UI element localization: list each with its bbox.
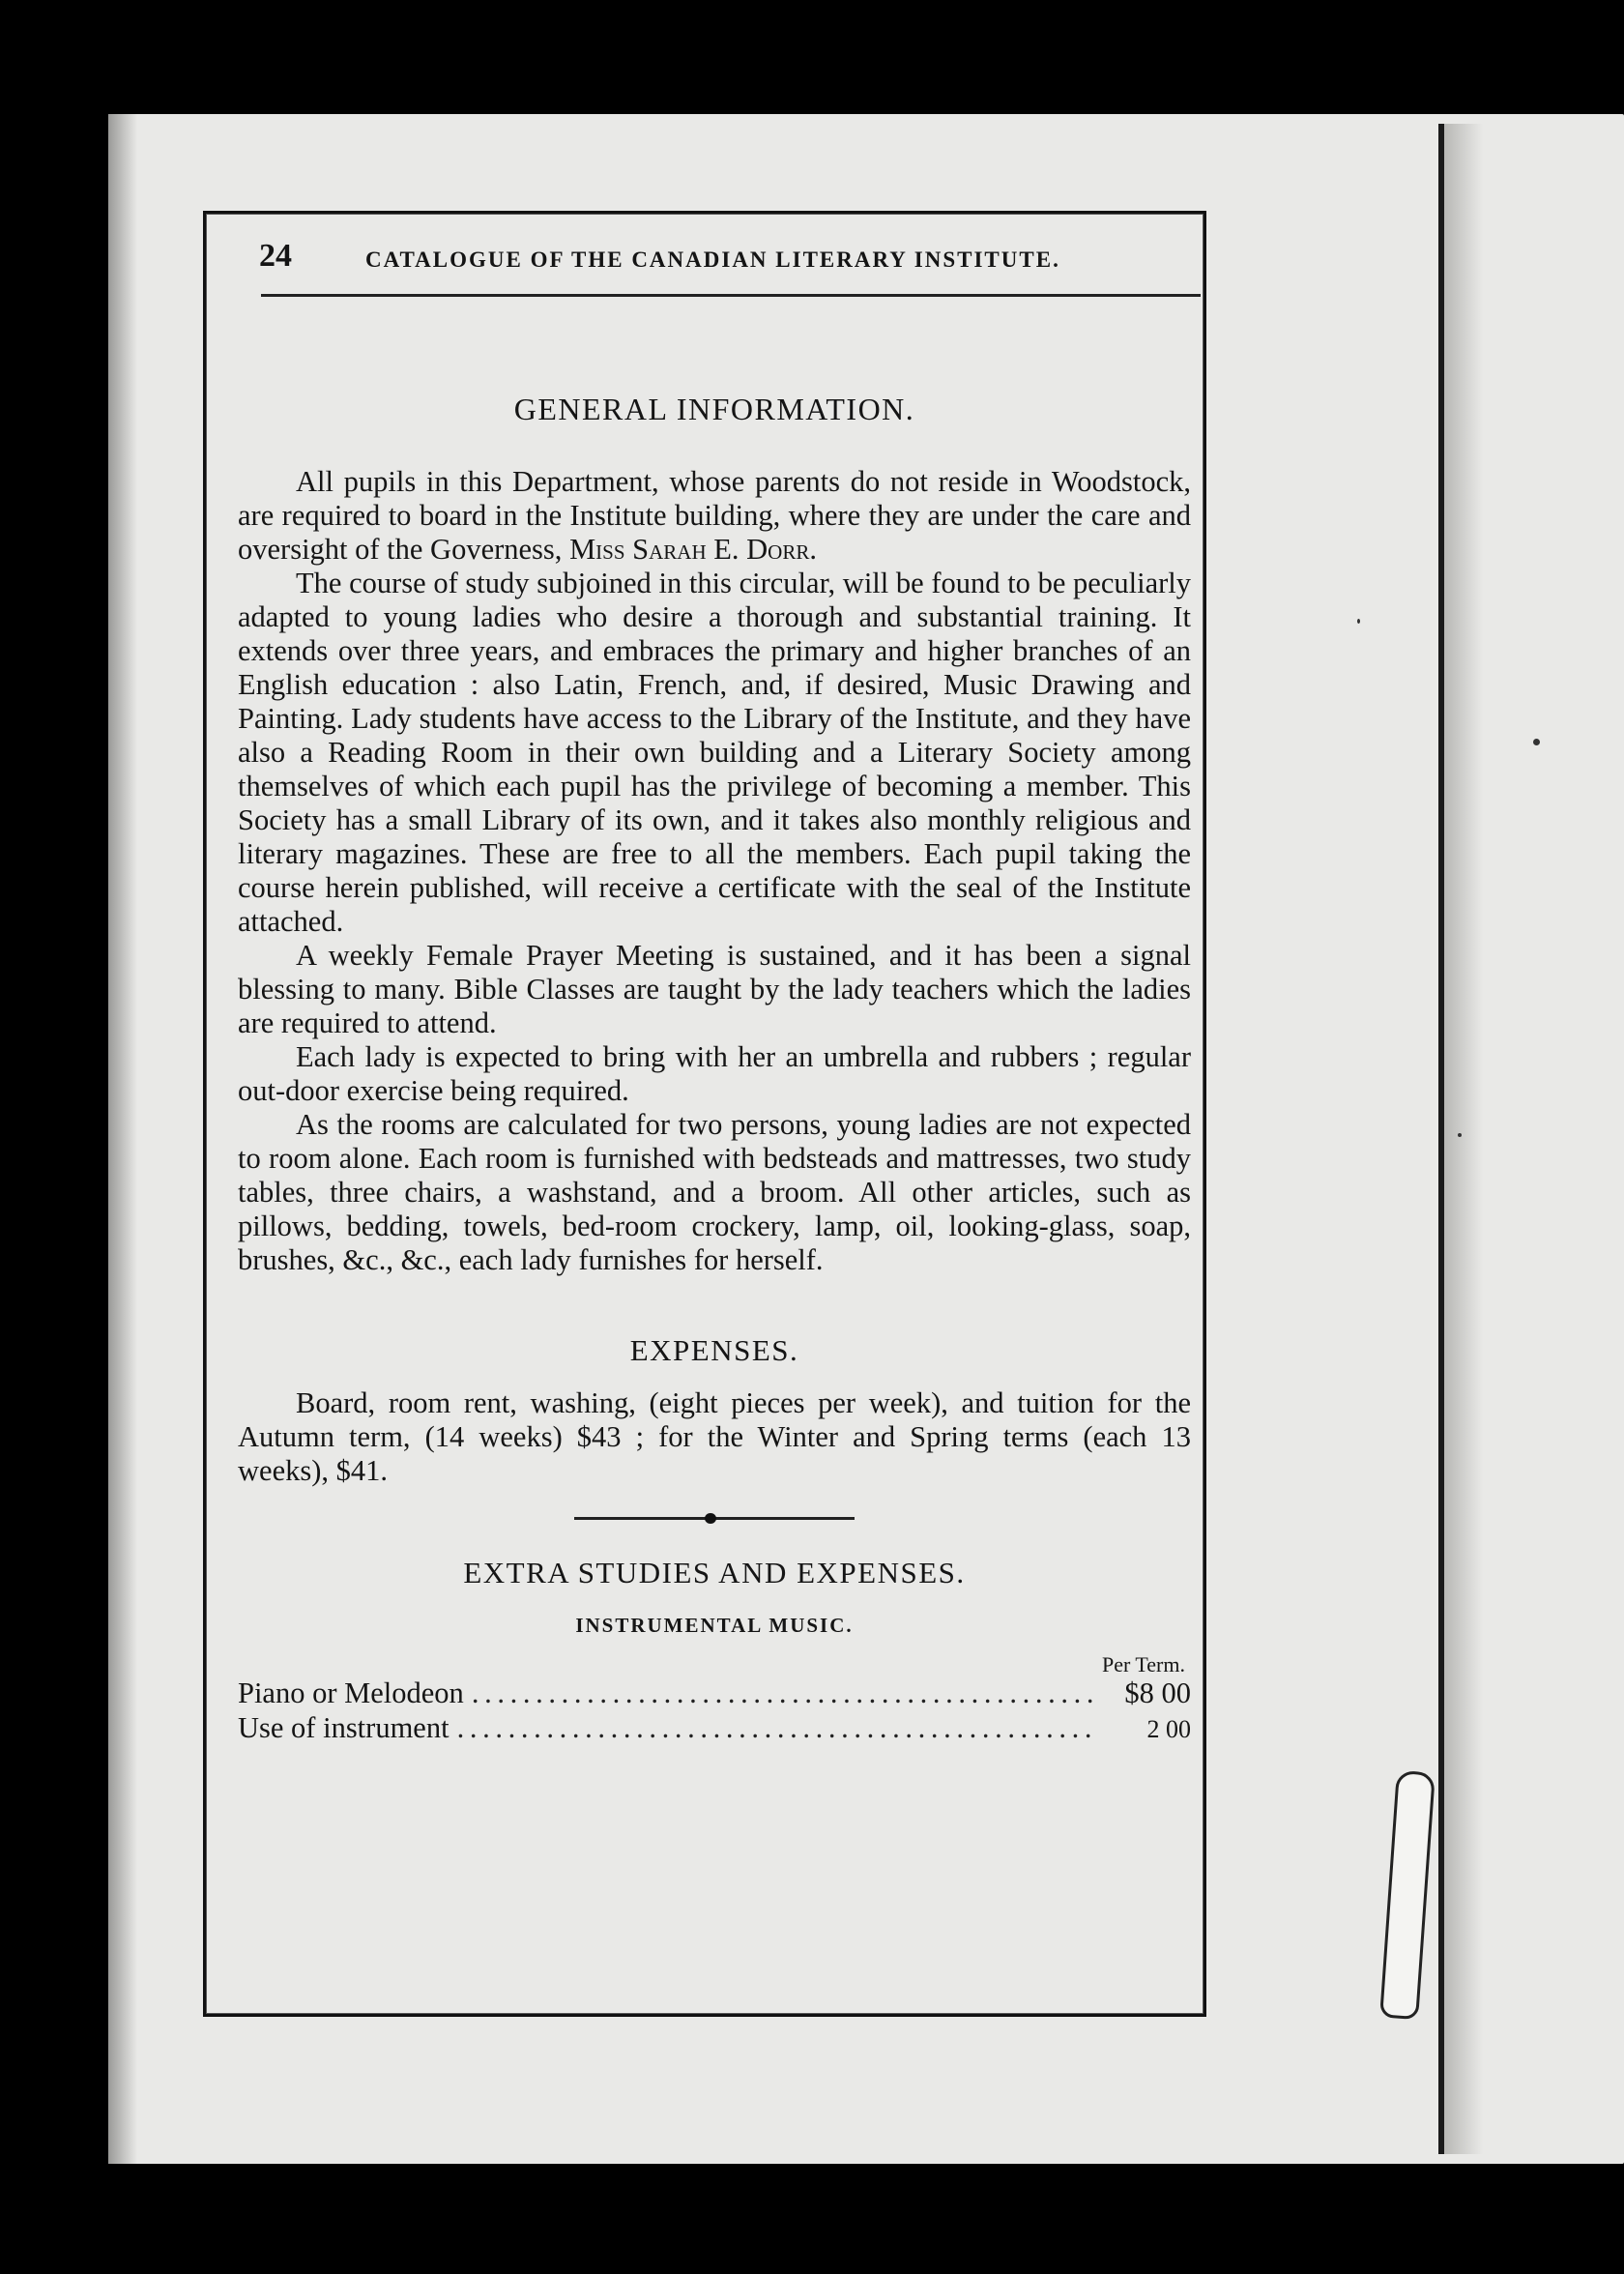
header-rule <box>261 294 1201 297</box>
paragraph-umbrella: Each lady is expected to bring with her an umbrella and rubbers ; regular out-door exercise being required. <box>238 1040 1191 1107</box>
page-fold-shadow <box>1444 124 1483 2154</box>
price-row-instrument <box>238 1710 1191 1747</box>
price-label: Use of instrument <box>238 1711 450 1744</box>
expenses-title: EXPENSES. <box>629 1333 799 1367</box>
instrumental-music-subhead: INSTRUMENTAL MUSIC. <box>575 1614 854 1637</box>
extra-studies-title: EXTRA STUDIES AND EXPENSES. <box>463 1556 966 1589</box>
dot-leader <box>472 1676 1096 1710</box>
price-value: 2 00 <box>1146 1715 1191 1743</box>
ink-speck <box>1458 1133 1462 1137</box>
running-head: CATALOGUE OF THE CANADIAN LITERARY INSTITUTE. <box>365 248 1060 272</box>
price-label: Piano or Melodeon <box>238 1676 464 1709</box>
per-term-label: Per Term. <box>1101 1652 1185 1676</box>
page-body <box>238 377 1191 1747</box>
leaf-edge-shadow <box>108 114 137 2164</box>
price-value: $8 00 <box>1124 1676 1191 1709</box>
paragraph-rooms: As the rooms are calculated for two persons, young ladies are not expected to room alone. Each room is furnished with bedsteads and mattresses, two study tables, three chairs, a washstand, and a broom. All other articles, such as pillows, bedding, towels, bed-room crockery, lamp, oil, looking-glass, soap, brushes, &c., &c., each lady furnishes for herself. <box>238 1108 1191 1276</box>
paragraph-boarding-end: . <box>809 533 817 566</box>
paragraph-expenses: Board, room rent, washing, (eight pieces per week), and tuition for the Autumn term, (14 weeks) $43 ; for the Winter and Spring terms (each 13 weeks), $41. <box>238 1386 1191 1487</box>
governess-name: Miss Sarah E. Dorr <box>569 533 810 566</box>
dot-leader <box>457 1710 1096 1745</box>
paragraph-boarding <box>238 465 1191 567</box>
ornament-dot <box>705 1513 716 1524</box>
paragraph-boarding-text: All pupils in this Department, whose parents do not reside in Woodstock, are required to board in the Institute building, where they are under the care and oversight of the Governess, <box>238 465 1191 566</box>
page-header <box>253 234 1204 292</box>
ink-speck <box>1357 619 1360 624</box>
page-number: 24 <box>259 238 292 274</box>
paragraph-prayer-meeting: A weekly Female Prayer Meeting is sustained, and it has been a signal blessing to many. Bible Classes are taught by the lady teachers which the ladies are required to attend. <box>238 939 1191 1039</box>
ink-speck <box>1533 739 1540 745</box>
section-gap <box>238 1277 1191 1333</box>
price-row-piano <box>238 1676 1191 1710</box>
ornamental-rule <box>574 1513 855 1523</box>
general-information-title: GENERAL INFORMATION. <box>513 392 915 426</box>
paragraph-course-of-study: The course of study subjoined in this circular, will be found to be peculiarly adapted to young ladies who desire a thorough and substantial training. It extends over three years, and embraces the primary and higher branches of an English education : also Latin, French, and, if desired, Music Drawing and Painting. Lady students have access to the Library of the Institute, and they have also a Reading Room in their own building and a Literary Society among themselves of which each pupil has the privilege of becoming a member. This Society has a small Library of its own, and it takes also monthly religious and literary magazines. These are free to all the members. Each pupil taking the course herein published, will receive a certificate with the seal of the Institute attached. <box>238 567 1191 938</box>
